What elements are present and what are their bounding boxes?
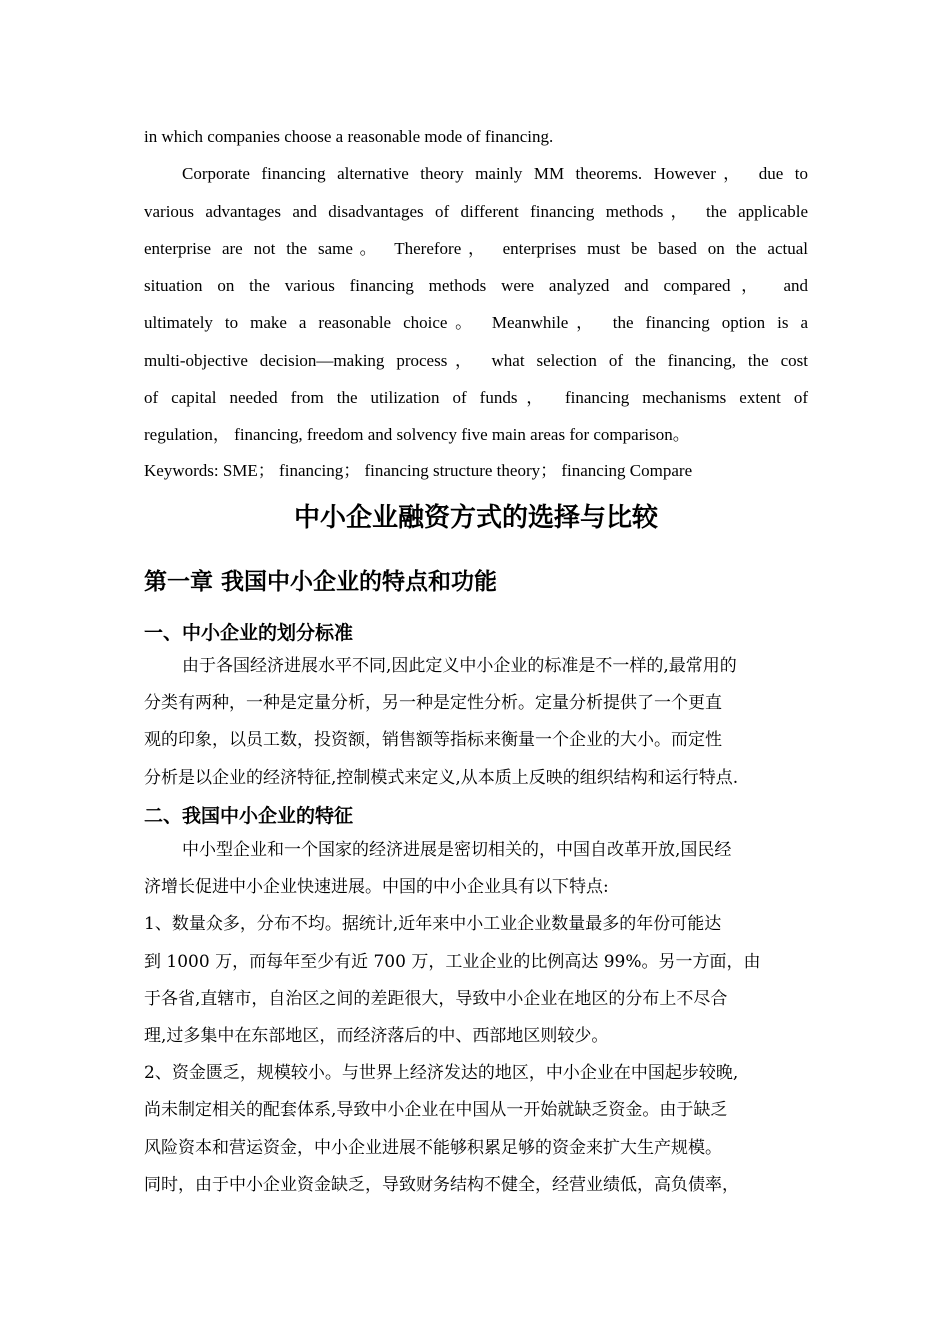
section2-heading: 二、我国中小企业的特征 bbox=[144, 805, 354, 827]
section2-line-9: 风险资本和营运资金，中小企业进展不能够积累足够的资金来扩大生产规模。 bbox=[144, 1137, 722, 1158]
section1-line-4: 分析是以企业的经济特征,控制模式来定义,从本质上反映的组织结构和运行特点. bbox=[144, 767, 739, 788]
section1-line-3: 观的印象，以员工数，投资额，销售额等指标来衡量一个企业的大小。而定性 bbox=[144, 730, 722, 751]
abstract-p2-line-3: enterprise are not the same。 Therefore， enterprises must be based on the actual bbox=[144, 238, 808, 258]
chapter-title: 第一章 我国中小企业的特点和功能 bbox=[144, 569, 498, 595]
section1-line-1: 由于各国经济进展水平不同,因此定义中小企业的标准是不一样的,最常用的 bbox=[182, 656, 737, 676]
abstract-line-0: in which companies choose a reasonable mode of financing. bbox=[144, 127, 554, 146]
section2-paragraph bbox=[144, 832, 808, 1204]
section2-line-8: 尚未制定相关的配套体系,导致中小企业在中国从一开始就缺乏资金。由于缺乏 bbox=[144, 1100, 728, 1121]
document-title: 中小企业融资方式的选择与比较 bbox=[293, 503, 658, 533]
section2-line-6: 理,过多集中在东部地区，而经济落后的中、西部地区则较少。 bbox=[144, 1026, 609, 1047]
section2-line-5: 于各省,直辖市，自治区之间的差距很大，导致中小企业在地区的分布上不尽合 bbox=[144, 988, 728, 1009]
section2-line-4: 到 1000 万，而每年至少有近 700 万，工业企业的比例高达 99%。另一方面，由 bbox=[144, 951, 761, 972]
abstract-p2-line-1: Corporate financing alternative theory mainly MM theorems. However， due to bbox=[182, 164, 808, 184]
section1-heading: 一、中小企业的划分标准 bbox=[144, 622, 354, 644]
abstract-p2-line-7: of capital needed from the utilization of funds， financing mechanisms extent of bbox=[144, 388, 808, 408]
section2-line-10: 同时，由于中小企业资金缺乏，导致财务结构不健全，经营业绩低，高负债率， bbox=[144, 1174, 739, 1195]
abstract-p2-line-5: ultimately to make a reasonable choice。 Meanwhile， the financing option is a bbox=[144, 313, 808, 333]
abstract-block bbox=[144, 118, 808, 488]
section2-line-7: 2、资金匮乏，规模较小。与世界上经济发达的地区，中小企业在中国起步较晚, bbox=[144, 1063, 739, 1084]
abstract-p2-line-8: regulation， financing, freedom and solvency five main areas for comparison。 bbox=[144, 425, 690, 445]
section1-paragraph bbox=[144, 648, 808, 797]
abstract-p2-line-6: multi-objective decision—making process， what selection of the financing, the cost bbox=[144, 350, 808, 370]
section2-line-3: 1、数量众多，分布不均。据统计,近年来中小工业企业数量最多的年份可能达 bbox=[144, 914, 722, 935]
section2-line-2: 济增长促进中小企业快速进展。中国的中小企业具有以下特点: bbox=[144, 877, 609, 898]
section1-line-2: 分类有两种，一种是定量分析，另一种是定性分析。定量分析提供了一个更直 bbox=[144, 693, 722, 714]
abstract-p2-line-4: situation on the various financing methods were analyzed and compared， and bbox=[144, 276, 808, 296]
keywords-line: Keywords: SME； financing； financing structure theory； financing Compare bbox=[144, 460, 693, 480]
abstract-p2-line-2: various advantages and disadvantages of different financing methods， the applicable bbox=[144, 201, 808, 221]
abstract-paragraph bbox=[144, 155, 808, 453]
section2-line-1: 中小型企业和一个国家的经济进展是密切相关的，中国自改革开放,国民经 bbox=[182, 840, 732, 860]
